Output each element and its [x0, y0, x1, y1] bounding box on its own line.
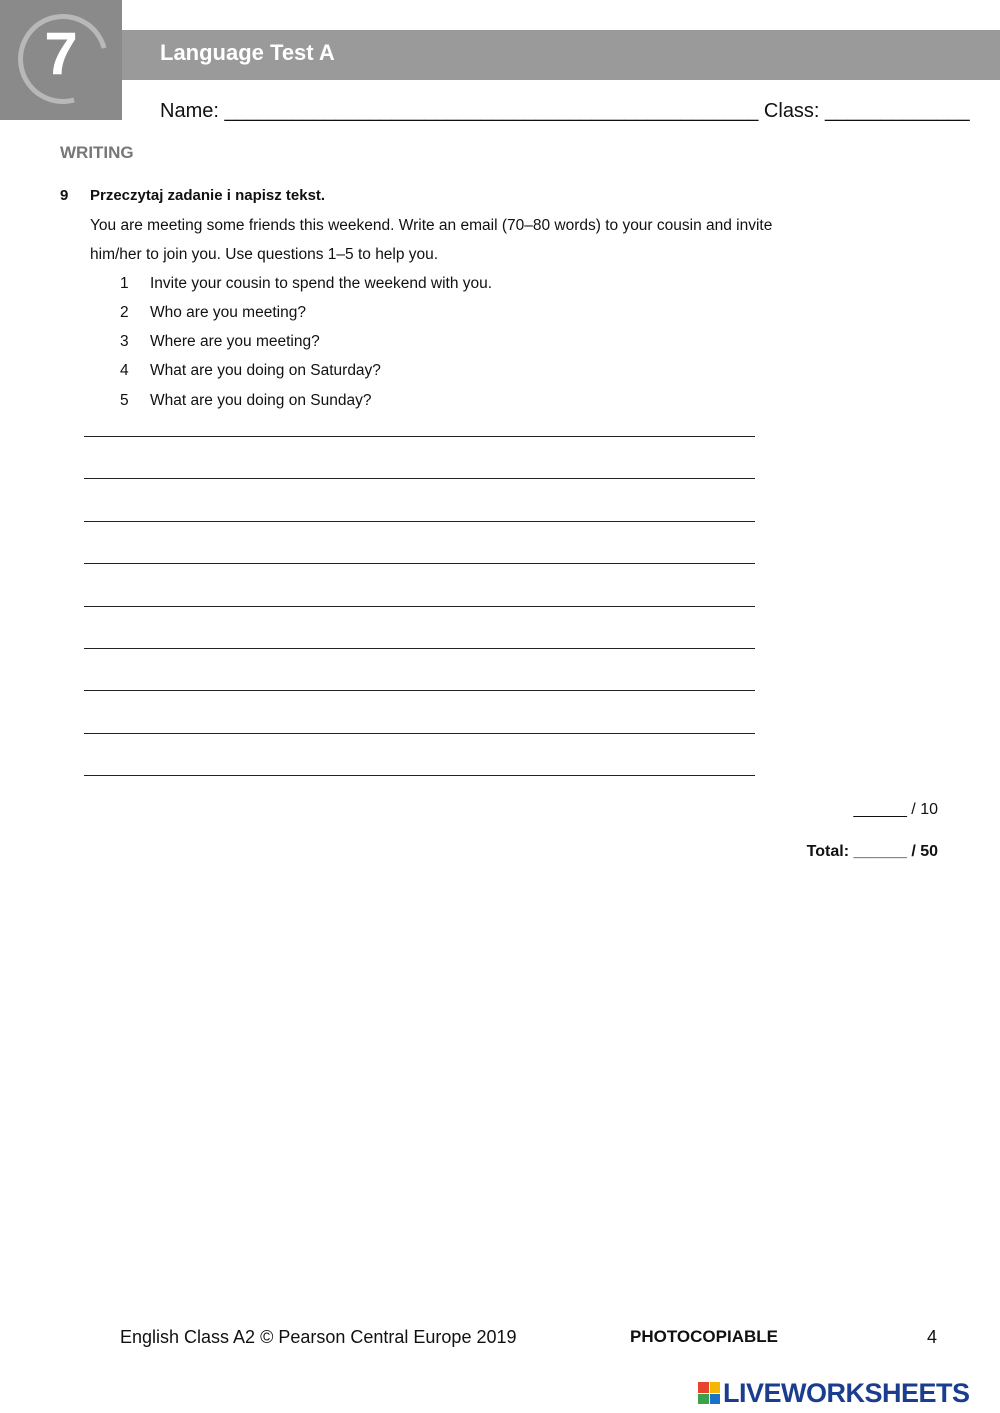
liveworksheets-icon — [698, 1382, 720, 1404]
task-number: 9 — [60, 187, 69, 204]
total-score-field[interactable]: Total: ______ / 50 — [806, 843, 938, 860]
answer-writing-line[interactable] — [84, 733, 755, 734]
question-number: 5 — [120, 392, 129, 409]
answer-writing-line[interactable] — [84, 606, 755, 607]
answer-writing-line[interactable] — [84, 775, 755, 776]
liveworksheets-logo — [698, 1378, 970, 1408]
question-number: 2 — [120, 304, 129, 321]
question-number: 1 — [120, 275, 129, 292]
question-text: Invite your cousin to spend the weekend with you. — [150, 275, 493, 292]
task-instruction-line-1: You are meeting some friends this weekend. Write an email (70–80 words) to your cousin and invite — [90, 217, 773, 234]
name-class-field[interactable]: Name: ________________________________________________ Class: _____________ — [160, 100, 970, 122]
answer-writing-line[interactable] — [84, 690, 755, 691]
answer-writing-line[interactable] — [84, 563, 755, 564]
question-text: Who are you meeting? — [150, 304, 306, 321]
task-score-field[interactable]: ______ / 10 — [853, 801, 938, 818]
liveworksheets-brand: LIVEWORKSHEETS — [723, 1377, 970, 1408]
footer-copyright: English Class A2 © Pearson Central Europe 2019 — [120, 1327, 517, 1347]
task-heading: Przeczytaj zadanie i napisz tekst. — [90, 187, 326, 204]
page-title: Language Test A — [160, 40, 335, 65]
section-heading: WRITING — [60, 143, 134, 162]
question-number: 4 — [120, 362, 129, 379]
page-number: 4 — [927, 1327, 938, 1347]
answer-writing-line[interactable] — [84, 478, 755, 479]
answer-writing-line[interactable] — [84, 521, 755, 522]
footer-photocopiable: PHOTOCOPIABLE — [630, 1327, 778, 1346]
answer-writing-line[interactable] — [84, 648, 755, 649]
task-instruction-line-2: him/her to join you. Use questions 1–5 to help you. — [90, 246, 439, 263]
question-text: Where are you meeting? — [150, 333, 320, 350]
answer-writing-line[interactable] — [84, 436, 755, 437]
question-number: 3 — [120, 333, 129, 350]
question-text: What are you doing on Sunday? — [150, 392, 372, 409]
question-text: What are you doing on Saturday? — [150, 362, 381, 379]
unit-number: 7 — [44, 20, 78, 87]
